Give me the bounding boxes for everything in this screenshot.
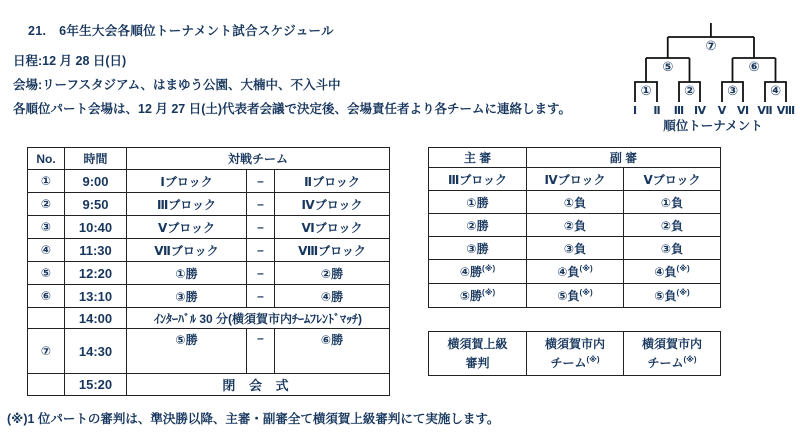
closing-label: 閉 会 式 bbox=[127, 374, 390, 396]
referee-cell: ①負 bbox=[624, 191, 721, 214]
match-time: 9:50 bbox=[65, 193, 127, 216]
schedule-row-3 bbox=[28, 216, 390, 239]
page-title: 21. 6年生大会各順位トーナメント試合スケジュール bbox=[28, 24, 334, 38]
referee-cell: ③負 bbox=[527, 237, 624, 260]
team-left: Ⅶブロック bbox=[127, 239, 247, 262]
match-time: 11:30 bbox=[65, 239, 127, 262]
schedule-row-4 bbox=[28, 239, 390, 262]
schedule-row-7 bbox=[28, 329, 390, 374]
team-left: Ⅴブロック bbox=[127, 216, 247, 239]
match-time: 9:00 bbox=[65, 170, 127, 193]
final-referee-cell: 横須賀市内 チーム(※) bbox=[624, 332, 721, 376]
bracket-leaf-5: Ⅴ bbox=[717, 105, 727, 116]
bracket-match-4: ④ bbox=[769, 83, 782, 98]
match-no: ⑤ bbox=[28, 262, 65, 285]
match-no-empty bbox=[28, 374, 65, 396]
referee-row-4 bbox=[429, 260, 721, 284]
referee-cell: ⑤負(※) bbox=[624, 284, 721, 308]
match-no: ② bbox=[28, 193, 65, 216]
bracket-match-6: ⑥ bbox=[748, 59, 760, 74]
header-assistant-referee: 副 審 bbox=[527, 148, 721, 168]
footnote: (※)1 位パートの審判は、準決勝以降、主審・副審全て横須賀上級審判にて実施します。 bbox=[7, 412, 500, 426]
tournament-bracket bbox=[628, 16, 798, 116]
match-no: ③ bbox=[28, 216, 65, 239]
bracket-match-3: ③ bbox=[726, 83, 739, 98]
venue-notice-line: 各順位パート会場は、12 月 27 日(土)代表者会議で決定後、会場責任者より各チームに連絡します。 bbox=[13, 102, 572, 116]
referee-row-3 bbox=[429, 237, 721, 260]
closing-row bbox=[28, 374, 390, 396]
final-referee-cell: 横須賀上級 審判 bbox=[429, 332, 527, 376]
referee-cell: ⑤勝(※) bbox=[429, 284, 527, 308]
referee-cell: ③負 bbox=[624, 237, 721, 260]
team-left: ③勝 bbox=[127, 285, 247, 308]
team-left: Ⅲブロック bbox=[127, 193, 247, 216]
match-time: 14:30 bbox=[65, 329, 127, 374]
schedule-row-2 bbox=[28, 193, 390, 216]
final-referee-row bbox=[429, 332, 721, 376]
header-teams: 対戦チーム bbox=[127, 148, 390, 170]
team-right: Ⅱブロック bbox=[275, 170, 390, 193]
bracket-leaf-6: Ⅵ bbox=[736, 105, 750, 116]
bracket-match-2: ② bbox=[683, 83, 696, 98]
referee-cell: ②負 bbox=[527, 214, 624, 237]
vs-dash: – bbox=[247, 285, 275, 308]
bracket-leaf-1: Ⅰ bbox=[632, 105, 638, 116]
header-no: No. bbox=[28, 148, 65, 170]
match-no: ④ bbox=[28, 239, 65, 262]
bracket-match-5: ⑤ bbox=[662, 59, 674, 74]
schedule-row-1 bbox=[28, 170, 390, 193]
schedule-row-5 bbox=[28, 262, 390, 285]
venue-line: 会場:リーフスタジアム、はまゆう公園、大楠中、不入斗中 bbox=[13, 78, 341, 92]
match-time: 13:10 bbox=[65, 285, 127, 308]
referee-cell: ②勝 bbox=[429, 214, 527, 237]
schedule-header-row bbox=[28, 148, 390, 170]
interval-row bbox=[28, 308, 390, 329]
team-right: Ⅵブロック bbox=[275, 216, 390, 239]
referee-table bbox=[428, 147, 721, 308]
team-right: Ⅷブロック bbox=[275, 239, 390, 262]
bracket-match-7: ⑦ bbox=[705, 38, 717, 53]
vs-dash: – bbox=[247, 216, 275, 239]
schedule-row-6 bbox=[28, 285, 390, 308]
vs-dash: – bbox=[247, 329, 275, 374]
team-right: ④勝 bbox=[275, 285, 390, 308]
match-time: 10:40 bbox=[65, 216, 127, 239]
referee-cell: ⑤負(※) bbox=[527, 284, 624, 308]
team-left: ①勝 bbox=[127, 262, 247, 285]
referee-block-cell: Ⅲブロック bbox=[429, 168, 527, 191]
final-referee-cell: 横須賀市内 チーム(※) bbox=[527, 332, 624, 376]
bracket-leaf-7: Ⅶ bbox=[757, 105, 773, 116]
team-right: ⑥勝 bbox=[275, 329, 390, 374]
team-right: ②勝 bbox=[275, 262, 390, 285]
referee-block-cell: Ⅳブロック bbox=[527, 168, 624, 191]
referee-row-1 bbox=[429, 191, 721, 214]
bracket-leaf-3: Ⅲ bbox=[673, 105, 685, 116]
vs-dash: – bbox=[247, 170, 275, 193]
schedule-date-line: 日程:12 月 28 日(日) bbox=[13, 54, 127, 68]
team-left: ⑤勝 bbox=[127, 329, 247, 374]
referee-header-row bbox=[429, 148, 721, 168]
vs-dash: – bbox=[247, 262, 275, 285]
match-time: 14:00 bbox=[65, 308, 127, 329]
referee-cell: ④負(※) bbox=[624, 260, 721, 284]
header-time: 時間 bbox=[65, 148, 127, 170]
match-time: 12:20 bbox=[65, 262, 127, 285]
header-main-referee: 主 審 bbox=[429, 148, 527, 168]
team-right: Ⅳブロック bbox=[275, 193, 390, 216]
referee-block-row bbox=[429, 168, 721, 191]
match-no: ⑦ bbox=[28, 329, 65, 374]
match-no-empty bbox=[28, 308, 65, 329]
referee-cell: ④勝(※) bbox=[429, 260, 527, 284]
final-referee-table bbox=[428, 331, 721, 376]
match-no: ⑥ bbox=[28, 285, 65, 308]
bracket-leaf-4: Ⅳ bbox=[693, 105, 707, 116]
bracket-match-1: ① bbox=[640, 83, 652, 98]
match-time: 15:20 bbox=[65, 374, 127, 396]
bracket-leaf-2: Ⅱ bbox=[653, 105, 661, 116]
referee-block-cell: Ⅴブロック bbox=[624, 168, 721, 191]
bracket-caption: 順位トーナメント bbox=[663, 119, 763, 133]
bracket-lines bbox=[635, 23, 786, 102]
referee-cell: ②負 bbox=[624, 214, 721, 237]
vs-dash: – bbox=[247, 239, 275, 262]
referee-row-5 bbox=[429, 284, 721, 308]
referee-cell: ①勝 bbox=[429, 191, 527, 214]
interval-label: ｲﾝﾀｰﾊﾞﾙ 30 分(横須賀市内ﾁｰﾑﾌﾚﾝﾄﾞﾏｯﾁ) bbox=[127, 308, 390, 329]
referee-cell: ④負(※) bbox=[527, 260, 624, 284]
match-no: ① bbox=[28, 170, 65, 193]
vs-dash: – bbox=[247, 193, 275, 216]
referee-row-2 bbox=[429, 214, 721, 237]
team-left: Ⅰブロック bbox=[127, 170, 247, 193]
schedule-table bbox=[27, 147, 390, 396]
referee-cell: ③勝 bbox=[429, 237, 527, 260]
bracket-leaf-8: Ⅷ bbox=[776, 105, 796, 116]
referee-cell: ①負 bbox=[527, 191, 624, 214]
